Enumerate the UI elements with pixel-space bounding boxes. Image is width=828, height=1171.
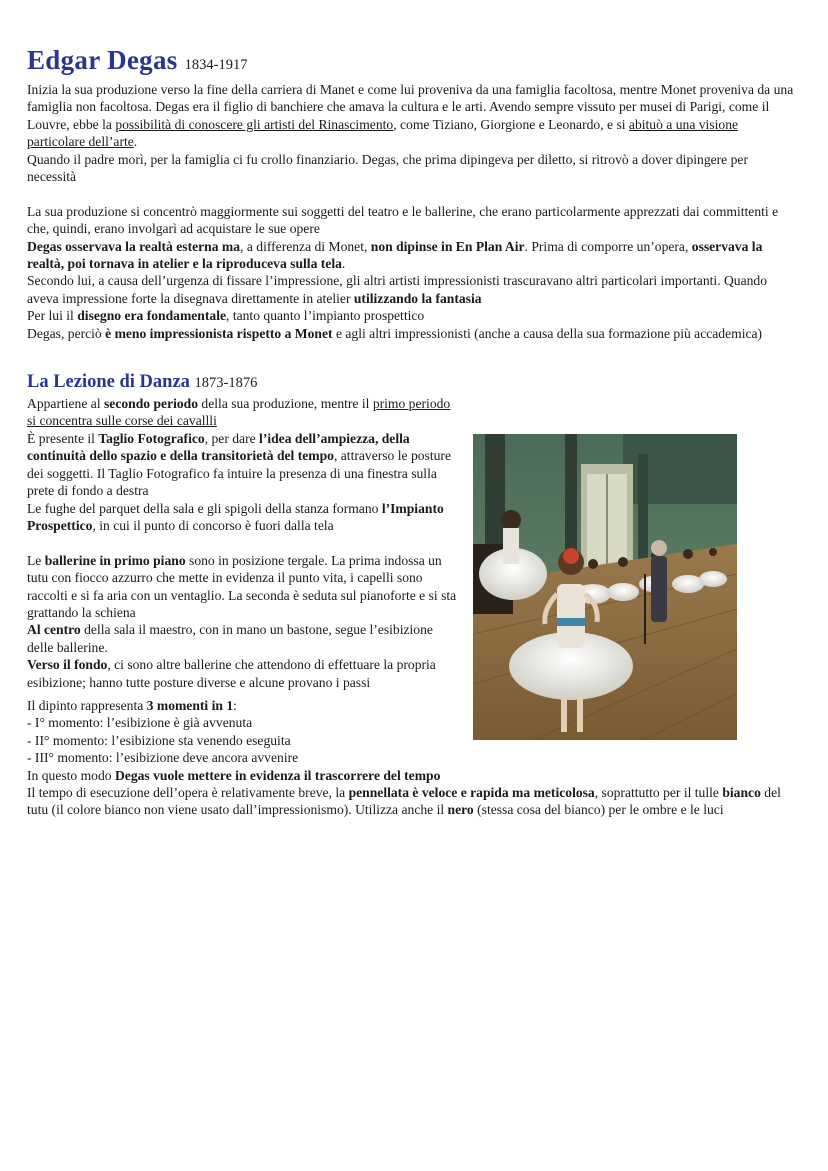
s1-paragraph-4: Degas osservava la realtà esterna ma, a differenza di Monet, non dipinse in En Plan Air. Prima di comporre un’opera, osservava la realtà, poi tornava in atelier e la riproduceva sulla tela.	[27, 238, 763, 272]
section2-column	[27, 395, 459, 714]
underlined-text: abituò a una visione particolare dell’arte	[27, 116, 739, 150]
section1-title-text: Edgar Degas	[27, 45, 178, 75]
section2-dates: 1873-1876	[194, 375, 258, 392]
s2-paragraph-2: È presente il Taglio Fotografico, per dare l’idea dell’ampiezza, della continuità dello spazio e della transitorietà del tempo, attraverso le posture dei soggetti. Il Taglio Fotografico fa intuire la presenza di una finestra sulla prete di fondo a destra	[27, 430, 451, 499]
moment-item: - I° momento: l’esibizione è già avvenuta	[27, 715, 253, 731]
dance-class-painting	[473, 434, 737, 740]
s2-paragraph-7: Il dipinto rappresenta 3 momenti in 1:	[27, 697, 237, 713]
s1-paragraph-6: Per lui il disegno era fondamentale, tanto quanto l’impianto prospettico	[27, 308, 425, 324]
s1-paragraph-3: La sua produzione si concentrò maggiormente sui soggetti del teatro e le ballerine, che erano particolarmente apprezzati dai committenti e che, quindi, erano involgarì ad acquistare le sue opere	[27, 203, 779, 237]
s2-paragraph-8: In questo modo Degas vuole mettere in evidenza il trascorrere del tempo	[27, 767, 441, 783]
s2-paragraph-5: Al centro della sala il maestro, con in mano un bastone, segue l’esibizione delle ballerine.	[27, 622, 433, 655]
s1-paragraph-1: Inizia la sua produzione verso la fine della carriera di Manet e come lui proveniva da una famiglia facoltosa, mentre Monet proveniva da una famiglia non facoltosa. Degas era il figlio di banchiere che amava la cultura e le arti. Avendo sempre vissuto per musei di Parigi, come il Louvre, ebbe la possibilità di conoscere gli artisti del Rinascimento, come Tiziano, Giorgione e Leonardo, e si abituò a una visione particolare dell’arte.	[27, 82, 794, 150]
section1-title	[27, 44, 797, 81]
underlined-text: possibilità di conoscere gli artisti del Rinascimento	[115, 116, 394, 132]
moment-item: - II° momento: l’esibizione sta venendo eseguita	[27, 732, 291, 748]
underlined-text: primo periodo si concentra sulle corse dei cavallli	[27, 396, 451, 429]
s1-paragraph-7: Degas, perciò è meno impressionista rispetto a Monet e agli altri impressionisti (anche a causa della sua formazione più accademica)	[27, 325, 763, 341]
s2-paragraph-1: Appartiene al secondo periodo della sua produzione, mentre il primo periodo si concentra sulle corse dei cavallli	[27, 396, 451, 429]
section2-title-text: La Lezione di Danza	[27, 372, 190, 393]
s1-paragraph-5: Secondo lui, a causa dell’urgenza di fissare l’impressione, gli altri artisti impressionisti trascuravano altri particolari importanti. Quando aveva impressione forte la disegnava direttamente in atelier utilizzando la fantasia	[27, 273, 768, 306]
s2-paragraph-3: Le fughe del parquet della sala e gli spigoli della stanza formano l’Impianto Prospettico, in cui il punto di concorso è fuori dalla tela	[27, 500, 444, 533]
s2-paragraph-4: Le ballerine in primo piano sono in posizione tergale. La prima indossa un tutu con fiocco azzurro che mette in evidenza il punto vita, i capelli sono raccolti e si fa aria con un ventaglio. La seconda è seduta sul pianoforte e si sta grattando la schiena	[27, 552, 457, 620]
s2-paragraph-9: Il tempo di esecuzione dell’opera è relativamente breve, la pennellata è veloce e rapida ma meticolosa, soprattutto per il tulle bianco del tutu (il colore bianco non viene usato dall’impressionismo). Utilizza anche il nero (stessa cosa del bianco) per le ombre e le luci	[27, 785, 781, 818]
document-page	[27, 44, 797, 819]
s1-paragraph-2: Quando il padre morì, per la famiglia ci fu crollo finanziario. Degas, che prima dipingeva per diletto, si ritrovò a dover dipingere per necessità	[27, 151, 748, 185]
moment-item: - III° momento: l’esibizione deve ancora avvenire	[27, 750, 299, 766]
section2-title	[27, 371, 797, 394]
section1-dates: 1834-1917	[184, 57, 248, 73]
s2-paragraph-6: Verso il fondo, ci sono altre ballerine che attendono di effettuare la propria esibizione; hanno tutte posture diverse e alcune provano i passi	[27, 657, 436, 690]
